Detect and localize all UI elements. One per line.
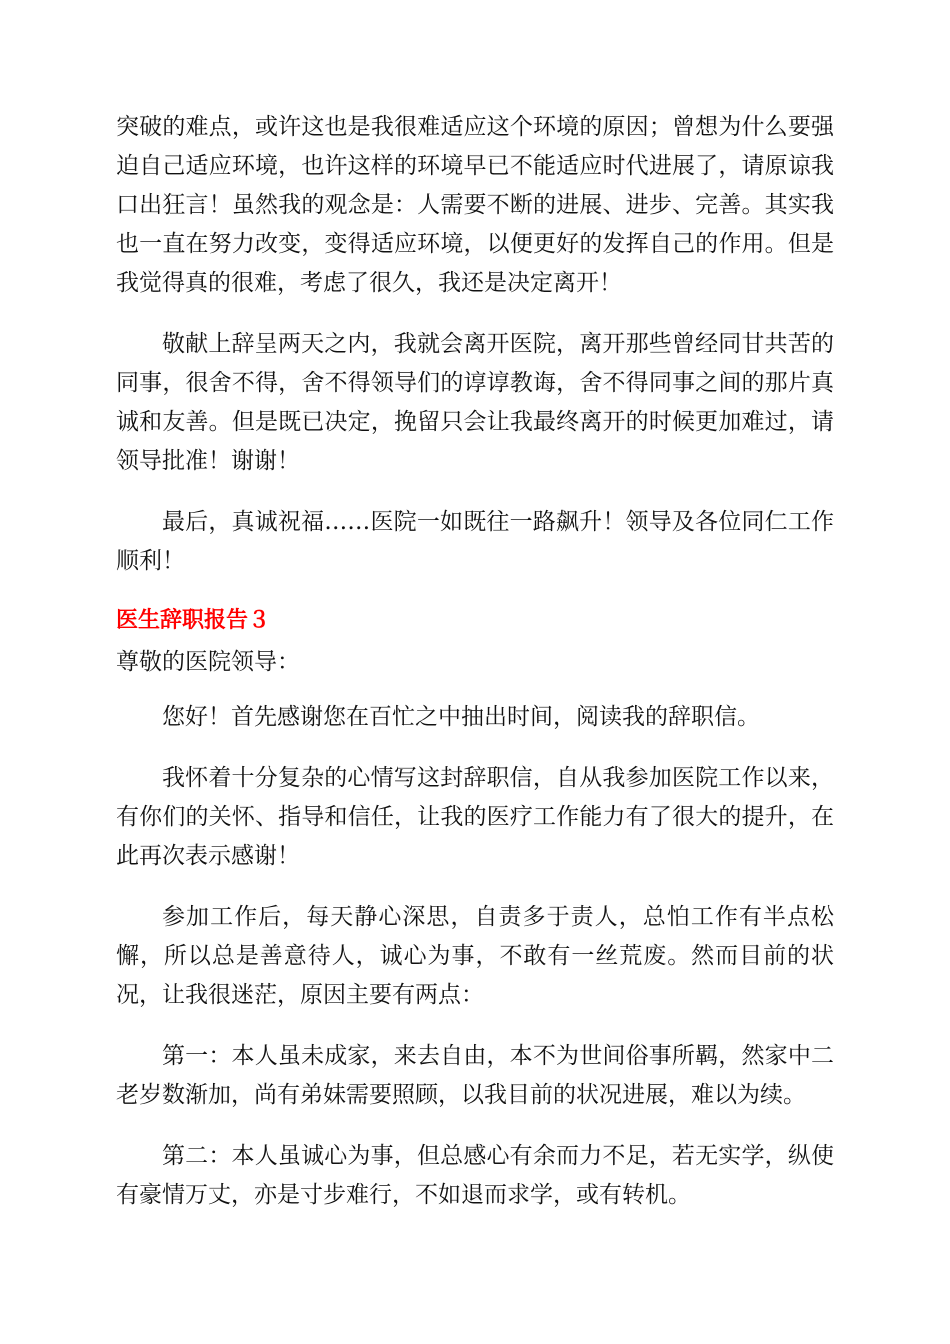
salutation: 尊敬的医院领导： [116,649,300,675]
document-body [116,108,834,1237]
section-heading: 医生辞职报告３ [116,608,271,633]
paragraph-greeting: 您好！首先感谢您在百忙之中抽出时间，阅读我的辞职信。 [162,704,760,730]
paragraph-reason-two: 第二：本人虽诚心为事，但总感心有余而力不足，若无实学，纵使有豪情万丈，亦是寸步难行，不如退而求学，或有转机。 [116,1143,834,1208]
paragraph-reason-one: 第一：本人虽未成家，来去自由，本不为世间俗事所羁，然家中二老岁数渐加，尚有弟妹需要照顾，以我目前的状况进展，难以为续。 [116,1043,834,1108]
paragraph-continuation: 突破的难点，或许这也是我很难适应这个环境的原因；曾想为什么要强迫自己适应环境，也许这样的环境早已不能适应时代进展了，请原谅我口出狂言！虽然我的观念是：人需要不断的进展、进步、完善。其实我也一直在努力改变，变得适应环境，以便更好的发挥自己的作用。但是我觉得真的很难，考虑了很久，我还是决定离开！ [116,114,834,296]
paragraph-reflection: 参加工作后，每天静心深思，自责多于责人，总怕工作有半点松懈，所以总是善意待人，诚心为事，不敢有一丝荒废。然而目前的状况，让我很迷茫，原因主要有两点： [116,904,834,1008]
paragraph-leaving-hospital: 敬献上辞呈两天之内，我就会离开医院，离开那些曾经同甘共苦的同事，很舍不得，舍不得领导们的谆谆教诲，舍不得同事之间的那片真诚和友善。但是既已决定，挽留只会让我最终离开的时候更加难过，请领导批准！谢谢！ [116,331,834,474]
paragraph-blessing: 最后，真诚祝福……医院一如既往一路飙升！领导及各位同仁工作顺利！ [116,509,834,574]
paragraph-gratitude: 我怀着十分复杂的心情写这封辞职信，自从我参加医院工作以来，有你们的关怀、指导和信任，让我的医疗工作能力有了很大的提升，在此再次表示感谢！ [116,765,834,869]
